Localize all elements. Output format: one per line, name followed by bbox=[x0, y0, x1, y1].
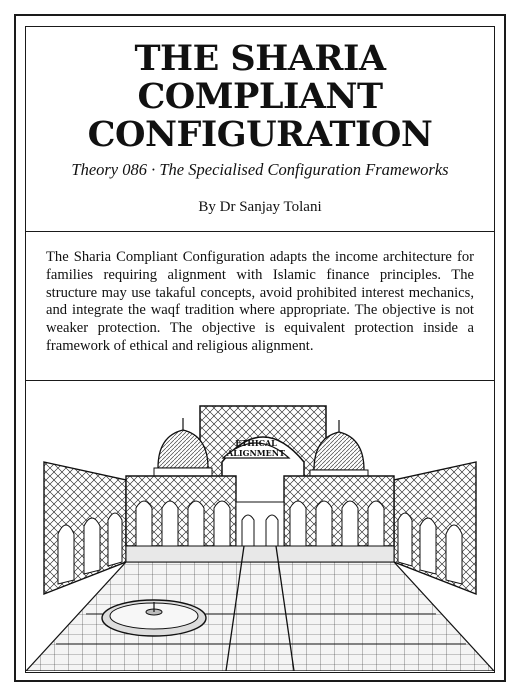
subtitle: Theory 086 · The Specialised Configuration Frameworks bbox=[71, 160, 449, 179]
title-line: THE SHARIA bbox=[134, 38, 386, 79]
title-line: COMPLIANT bbox=[137, 76, 383, 117]
author-byline: By Dr Sanjay Tolani bbox=[198, 199, 322, 215]
section-divider bbox=[25, 231, 495, 232]
central-arches bbox=[236, 502, 284, 546]
page-title bbox=[25, 40, 495, 154]
fountain bbox=[102, 600, 206, 636]
section-divider bbox=[25, 380, 495, 381]
sign-text-line1: ETHICAL bbox=[235, 438, 277, 448]
title-line: CONFIGURATION bbox=[87, 114, 433, 155]
courtyard-illustration bbox=[26, 384, 494, 671]
sign-text-line2: ALIGNMENT bbox=[227, 448, 285, 458]
body-paragraph: The Sharia Compliant Configuration adapts the income architecture for families requiring alignment with Islamic finance principles. The structure may use takaful concepts, avoid prohibited interest mechanics, and integrate the waqf tradition where appropriate. The objective is not weaker protection. The objective is equivalent protection inside a framework of ethical and religious alignment. bbox=[46, 249, 474, 354]
